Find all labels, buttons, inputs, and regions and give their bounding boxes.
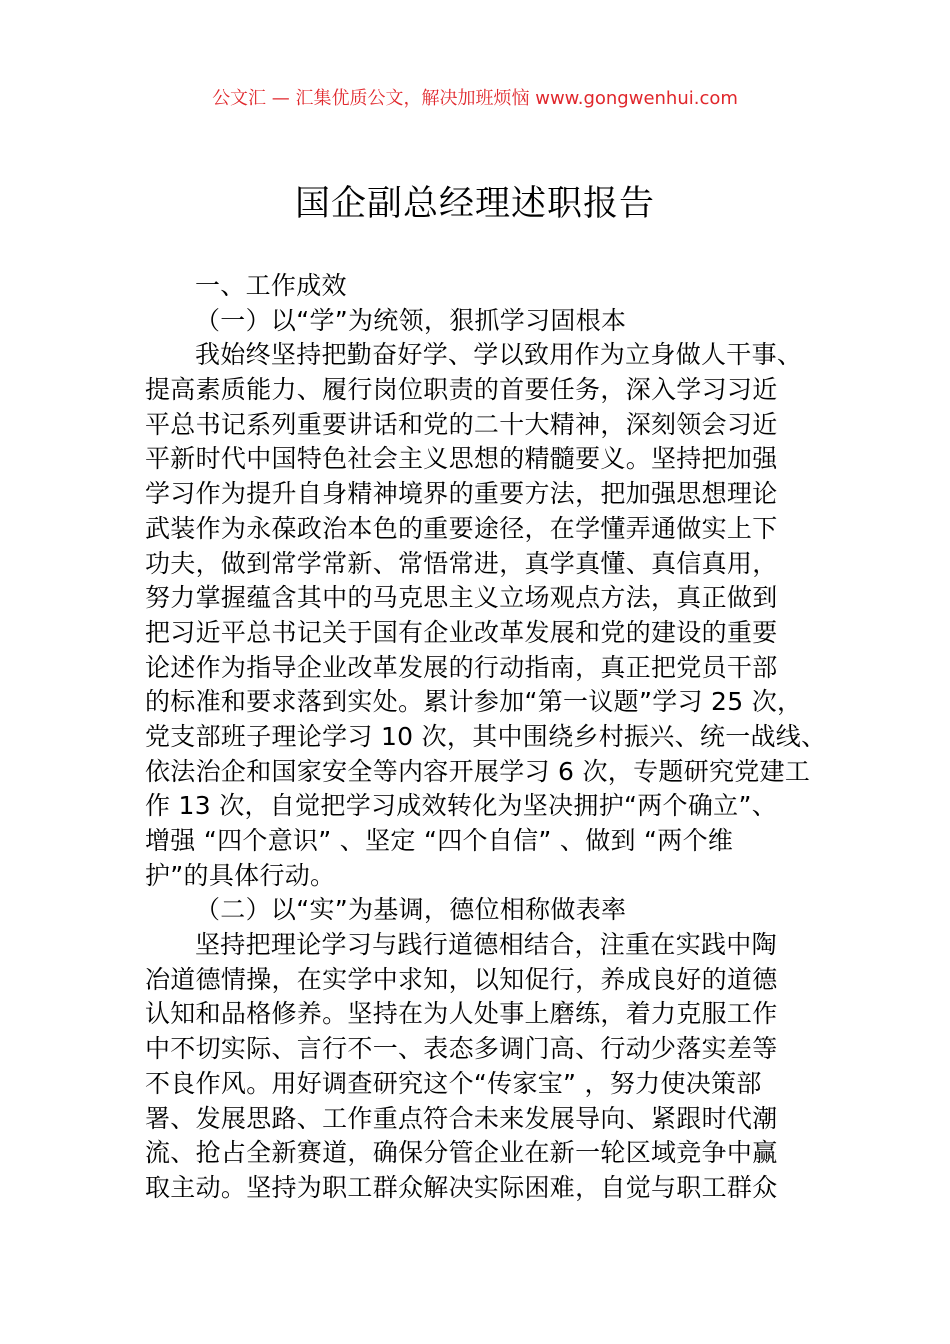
paragraph-line: 冶道德情操，在实学中求知，以知促行，养成良好的道德 (145, 964, 778, 994)
paragraph-line: 平新时代中国特色社会主义思想的精髓要义。坚持把加强 (145, 444, 778, 474)
paragraph-line: 不良作风。用好调查研究这个“传家宝” ，努力使决策部 (145, 1068, 762, 1098)
paragraph-line: 党支部班子理论学习 10 次，其中围绕乡村振兴、统一战线、 (145, 721, 827, 751)
paragraph-line: 提高素质能力、履行岗位职责的首要任务，深入学习习近 (145, 375, 778, 405)
paragraph-line: 功夫，做到常学常新、常悟常进，真学真懂、真信真用， (145, 548, 778, 578)
document-body (145, 269, 825, 1206)
paragraph-line: 的标准和要求落到实处。累计参加“第一议题”学习 25 次， (145, 687, 803, 717)
paragraph-line: 增强 “四个意识” 、坚定 “四个自信” 、做到 “两个维 (145, 826, 734, 855)
paragraph-line: 努力掌握蕴含其中的马克思主义立场观点方法，真正做到 (145, 583, 778, 613)
paragraph-line: 中不切实际、言行不一、表态多调门高、行动少落实差等 (145, 1034, 778, 1064)
paragraph-line: 取主动。坚持为职工群众解决实际困难，自觉与职工群众 (145, 1172, 778, 1202)
watermark-header: 公文汇 — 汇集优质公文，解决加班烦恼 www.gongwenhui.com (212, 88, 738, 109)
paragraph-line: （一）以“学”为统领，狠抓学习固根本 (195, 305, 627, 335)
paragraph-line: 作 13 次，自觉把学习成效转化为坚决拥护“两个确立”、 (145, 791, 778, 821)
paragraph-line: 署、发展思路、工作重点符合未来发展导向、紧跟时代潮 (145, 1103, 778, 1133)
paragraph-line: 武装作为永葆政治本色的重要途径，在学懂弄通做实上下 (145, 513, 778, 543)
paragraph-line: 流、抢占全新赛道，确保分管企业在新一轮区域竞争中赢 (145, 1138, 778, 1168)
paragraph-line: 依法治企和国家安全等内容开展学习 6 次，专题研究党建工 (145, 756, 811, 786)
document-title: 国企副总经理述职报告 (294, 184, 655, 224)
paragraph-line: 一、工作成效 (195, 271, 347, 300)
paragraph-line: 我始终坚持把勤奋好学、学以致用作为立身做人干事、 (195, 340, 803, 370)
paragraph-line: 护”的具体行动。 (145, 860, 336, 890)
paragraph-line: 论述作为指导企业改革发展的行动指南，真正把党员干部 (145, 652, 778, 682)
paragraph-line: 把习近平总书记关于国有企业改革发展和党的建设的重要 (145, 617, 778, 647)
paragraph-line: 学习作为提升自身精神境界的重要方法，把加强思想理论 (145, 479, 778, 509)
paragraph-line: 认知和品格修养。坚持在为人处事上磨练，着力克服工作 (145, 999, 778, 1029)
paragraph-line: 平总书记系列重要讲话和党的二十大精神，深刻领会习近 (145, 409, 778, 439)
paragraph-line: （二）以“实”为基调，德位相称做表率 (195, 895, 627, 925)
paragraph-line: 坚持把理论学习与践行道德相结合，注重在实践中陶 (195, 930, 777, 960)
